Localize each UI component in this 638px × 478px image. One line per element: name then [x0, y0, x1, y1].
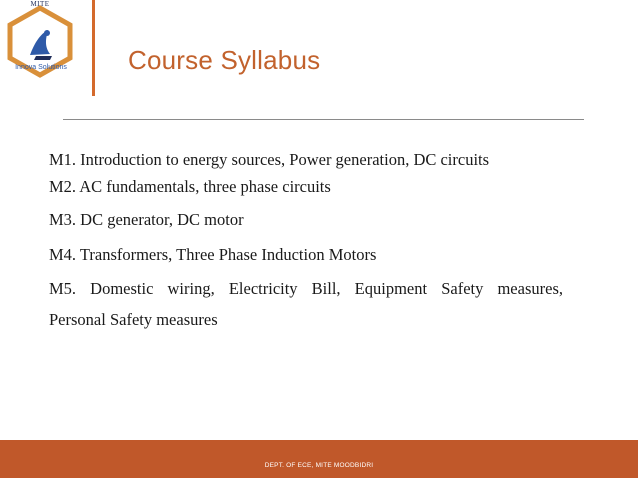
module-item-4: M4. Transformers, Three Phase Induction Motors	[49, 245, 377, 264]
footer-text: DEPT. OF ECE, MITE MOODBIDRI	[264, 462, 374, 469]
footer-band	[0, 440, 638, 478]
logo-bottom-text: Innova Solutions	[15, 64, 67, 71]
title-divider	[63, 119, 584, 120]
logo-top-text: MITE	[30, 0, 50, 8]
module-item-3: M3. DC generator, DC motor	[49, 210, 244, 229]
module-item-2: M2. AC fundamentals, three phase circuits	[49, 177, 331, 196]
institution-logo	[0, 0, 80, 90]
module-item-5	[49, 273, 563, 335]
module-item-5-line-1: M5. Domestic wiring, Electricity Bill, Equipment Safety measures,	[49, 279, 563, 298]
module-item-5-line-2: Personal Safety measures	[49, 310, 218, 329]
title-accent-bar	[92, 0, 95, 96]
logo-hexagon-icon	[0, 0, 80, 90]
slide-title: Course Syllabus	[128, 45, 321, 75]
module-item-1: M1. Introduction to energy sources, Power generation, DC circuits	[49, 150, 490, 169]
